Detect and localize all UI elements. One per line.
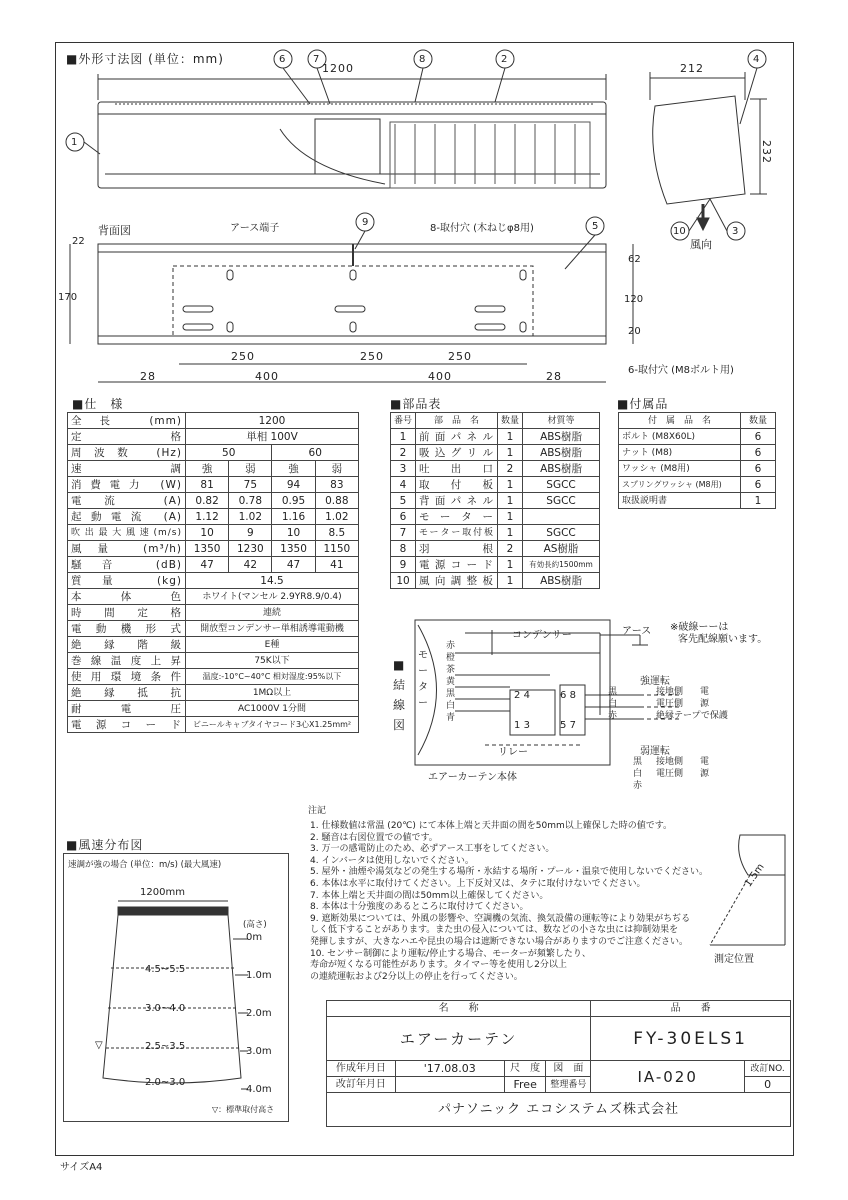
table-row: 9 電源コード 1 有効長約1500mm <box>391 557 600 573</box>
parts-title: ■部品表 <box>390 397 442 411</box>
std-height-marker-icon: ▽ <box>95 1040 103 1051</box>
notes-list: 1. 仕様数値は常温 (20℃) にて本体上端と天井面の間を50mm以上確保した時の値です。 2. 騒音は右図位置での値です。 3. 万一の感電防止のため、必ずアース工事をしてください。 4. インバータは使用しないでください。 5. 屋外・油煙や湯気などの発生する場所・氷結する場所・プール・温泉で使用しないでください。 6. 本体は水平に取付けてください。上下反対又は、タテに取付けないでください。 7. 本体上端と天井面の間は50mm以上確保してください。 8. 本体は十分強度のあるところに取付けてください。 9. 遮断効果については、外風の影響や、空調機の気流、換気設備の運転等により効果がちぢる しく低下することがあります。また虫の侵入については、数などの小さな虫には抑制効果を 発揮しますが、大きなハエや昆虫の場合は遮断できない場合がありますのでご注意ください。 10. センサー制御により運転/停止する場合、モーターが頻繁したり、 寿命が短くなる可能性があります。タイマー等を使用し2分以上 の連続運転および2分以上の停止を行ってください。 <box>310 821 709 982</box>
height-4m: 4.0m <box>246 1084 272 1095</box>
outline-drawing <box>55 44 792 394</box>
height-1m: 1.0m <box>246 970 272 981</box>
dim-120: 120 <box>624 294 644 305</box>
dim-28-right: 28 <box>546 370 562 383</box>
paper-size: サイズA4 <box>60 1162 103 1173</box>
dim-62: 62 <box>628 254 641 265</box>
table-row: 5 背面パネル 1 SGCC <box>391 493 600 509</box>
spec-table: 全長 (mm) 1200 定 格 単相 100V 周波数 (Hz) 50 60 速 調 強 弱 強 弱 消費電力 (W) 81 75 94 83 電流 (A) 0.82 0.78 0.95 0.88 起動電流 (A) 1.12 1.02 1.16 1.02 吹出最大風速(m/s) 10 9 10 8.5 風量 (m³/h) 1350 1230 1350 1150 騒音 (dB) 47 42 47 41 質量 (kg) 14.5 本 体 色 ホワイト(マンセル 2.9YR8.9/0.4) 時 間 定 格 連続 電動機形式 開放型コンデンサー単相誘導電動機 絶 縁 階 級 E種 巻線温度上昇 75K以下 使用環境条件 温度:-10°C~40°C 相対湿度:95%以下 絶 縁 抵 抗 1MΩ以上 耐 電 圧 AC1000V 1分間 電源コード ビニールキャブタイヤコード3心X1.25mm² <box>67 412 359 733</box>
table-row: スプリングワッシャ (M8用) 6 <box>619 477 776 493</box>
strong-out-colors: 黒 白 赤 <box>608 687 618 721</box>
relay-label: リレー <box>498 747 528 758</box>
terminal-1-3: 1 3 <box>514 720 530 731</box>
dim-side-width: 212 <box>680 62 704 75</box>
strong-line-labels: 接地側 電圧側 絶縁テープで保護 <box>656 687 728 721</box>
dim-250-b: 250 <box>360 350 384 363</box>
accessories-title: ■付属品 <box>617 397 669 411</box>
wind-width: 1200mm <box>140 887 185 898</box>
wiring-title: ■結線図 <box>393 658 406 732</box>
measure-position-label: 測定位置 <box>714 954 754 965</box>
terminal-2-4: 2 4 <box>514 690 530 701</box>
wind-subtitle: 速調が強の場合 (単位：m/s) (最大風速) <box>68 860 222 870</box>
power-label-weak: 電 源 <box>700 757 710 779</box>
airflow-label: 風向 <box>690 238 712 251</box>
table-row: 取扱説明書 1 <box>619 493 776 509</box>
dim-400-a: 400 <box>255 370 279 383</box>
wire-colors: 赤 橙 茶 黄 黒 白 青 <box>446 641 456 723</box>
parts-table: 番号 部 品 名 数量 材質等 1 前面パネル 1 ABS樹脂 2 吸込グリル 1 ABS樹脂 3 吐 出 口 2 ABS樹脂 4 取 付 板 1 SGCC 5 背面パネル 1 SGCC 6 モーター 1 7 モーター取付板 1 SGCC 8 羽 根 2 AS樹脂 9 電源コード 1 有効長約1500mm 10 風向調整板 1 ABS樹脂 <box>390 412 600 589</box>
wiring-note-1: ※破線ーーは <box>670 622 729 633</box>
table-row: 7 モーター取付板 1 SGCC <box>391 525 600 541</box>
table-row: 8 羽 根 2 AS樹脂 <box>391 541 600 557</box>
motor-label: モーター <box>418 650 428 709</box>
table-row: 6 モーター 1 <box>391 509 600 525</box>
std-height-note: ▽：標準取付高さ <box>212 1105 275 1114</box>
wiring-note-2: 客先配線願います。 <box>678 634 768 645</box>
height-label: (高さ) <box>243 920 267 930</box>
table-row: 2 吸込グリル 1 ABS樹脂 <box>391 445 600 461</box>
callout-2: 2 <box>501 54 508 65</box>
table-row: ボルト (M8X60L) 6 <box>619 429 776 445</box>
measure-distance: 1.5m <box>742 861 767 890</box>
height-3m: 3.0m <box>246 1046 272 1057</box>
weak-line-labels: 接地側 電圧側 <box>656 757 684 779</box>
callout-10: 10 <box>673 226 686 237</box>
earth-terminal-label: アース端子 <box>230 223 280 234</box>
callout-7: 7 <box>313 54 320 65</box>
callout-9: 9 <box>362 217 369 228</box>
power-label-strong: 電 源 <box>700 687 710 709</box>
speed-zone-3: 2.5~3.5 <box>145 1041 186 1052</box>
callout-3: 3 <box>732 226 739 237</box>
wind-title: ■風速分布図 <box>66 838 144 852</box>
capacitor-label: コンデンサー <box>512 630 572 641</box>
terminal-6-8: 6 8 <box>560 690 576 701</box>
callout-6: 6 <box>279 54 286 65</box>
dim-28-left: 28 <box>140 370 156 383</box>
body-label: エアーカーテン本体 <box>428 772 517 783</box>
speed-zone-2: 3.0~4.0 <box>145 1003 186 1014</box>
spec-title: ■仕 様 <box>72 397 124 411</box>
table-row: 1 前面パネル 1 ABS樹脂 <box>391 429 600 445</box>
front-view-body <box>98 102 606 188</box>
table-row: ナット (M8) 6 <box>619 445 776 461</box>
callout-1: 1 <box>71 137 78 148</box>
dim-side-height: 232 <box>760 140 773 164</box>
dim-250-c: 250 <box>448 350 472 363</box>
dim-250-a: 250 <box>231 350 255 363</box>
notes-header: 注記 <box>308 806 327 816</box>
speed-zone-4: 2.0~3.0 <box>145 1077 186 1088</box>
table-row: 3 吐 出 口 2 ABS樹脂 <box>391 461 600 477</box>
table-row: ワッシャ (M8用) 6 <box>619 461 776 477</box>
dim-400-b: 400 <box>428 370 452 383</box>
callout-8: 8 <box>419 54 426 65</box>
back-view-label: 背面図 <box>98 224 131 237</box>
weak-mode-label: 弱運転 <box>640 746 670 757</box>
accessories-table: 付 属 品 名 数量 ボルト (M8X60L) 6 ナット (M8) 6 ワッシャ (M8用) 6 スプリングワッシャ (M8用) 6 取扱説明書 1 <box>618 412 776 509</box>
mount-holes-wood: 8-取付穴 (木ねじφ8用) <box>430 223 534 234</box>
speed-zone-1: 4.5~5.5 <box>145 964 186 975</box>
earth-label: アース <box>622 626 652 637</box>
terminal-5-7: 5 7 <box>560 720 576 731</box>
weak-out-colors: 黒 白 赤 <box>633 757 643 791</box>
callout-5: 5 <box>592 221 599 232</box>
table-row: 4 取 付 板 1 SGCC <box>391 477 600 493</box>
dim-170: 170 <box>58 292 78 303</box>
dim-22: 22 <box>72 236 85 247</box>
mount-holes-bolt: 6-取付穴 (M8ボルト用) <box>628 365 734 376</box>
outline-title: ■外形寸法図 (単位：mm) <box>66 52 224 66</box>
dim-20: 20 <box>628 326 641 337</box>
height-0m: 0m <box>246 932 263 943</box>
dim-top-width: 1200 <box>322 62 354 75</box>
measure-position-diagram <box>690 825 790 965</box>
callout-4: 4 <box>753 54 760 65</box>
title-block: 名 称 品 番 エアーカーテン FY-30ELS1 作成年月日 '17.08.03 尺 度 図 面 IA-020 改訂NO. 改訂年月日 Free 整理番号 0 パナソニック エコシステムズ株式会社 <box>326 1000 791 1127</box>
height-2m: 2.0m <box>246 1008 272 1019</box>
table-row: 10 風向調整板 1 ABS樹脂 <box>391 573 600 589</box>
strong-mode-label: 強運転 <box>640 676 670 687</box>
